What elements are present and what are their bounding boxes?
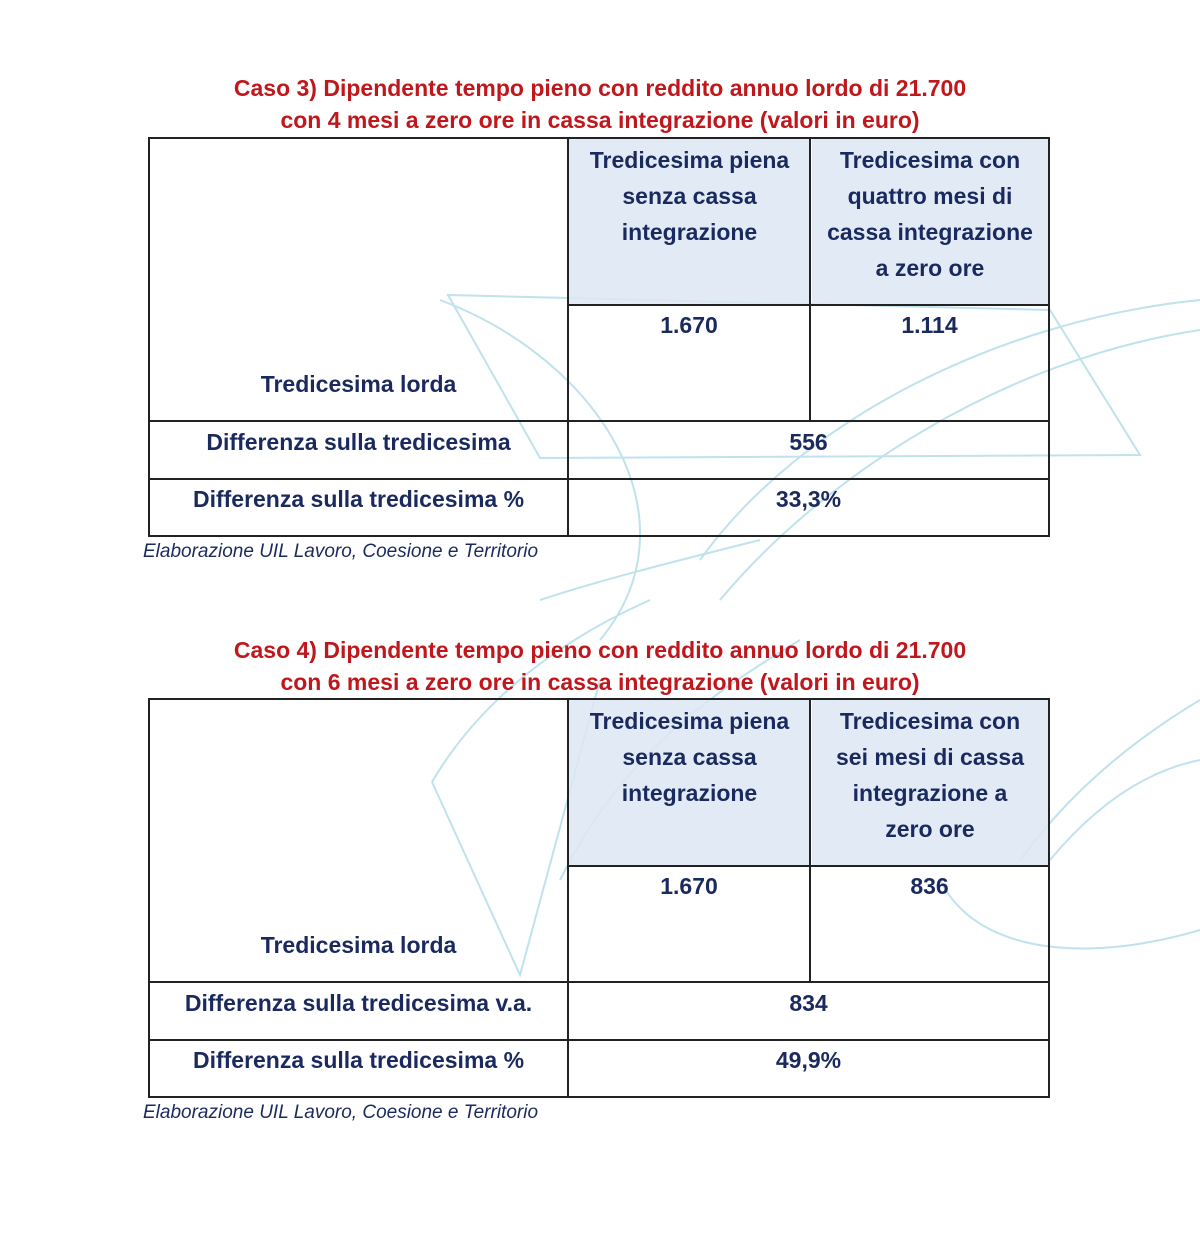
case3-title-line1: Caso 3) Dipendente tempo pieno con reddito annuo lordo di 21.700	[233, 75, 967, 101]
case3-title	[0, 72, 1200, 136]
header-line: Tredicesima con	[839, 708, 1021, 734]
case4-col1-header	[569, 700, 810, 866]
header-line: zero ore	[885, 816, 975, 842]
case4-diff-pct-value: 49,9%	[775, 1047, 842, 1073]
case4-gross-full-value: 1.670	[660, 873, 718, 899]
case3-col1-header	[569, 139, 810, 305]
divider	[569, 865, 1048, 867]
header-line: integrazione	[621, 219, 758, 245]
header-line: Tredicesima piena	[589, 708, 790, 734]
case3-source-note: Elaborazione UIL Lavoro, Coesione e Territorio	[143, 541, 539, 562]
case4-table	[148, 698, 1050, 1098]
case4-title-line1: Caso 4) Dipendente tempo pieno con reddito annuo lordo di 21.700	[233, 637, 967, 663]
case3-diff-pct-value: 33,3%	[775, 486, 842, 512]
case4-col2-header	[812, 700, 1048, 866]
case4-title-line2: con 6 mesi a zero ore in cassa integrazione (valori in euro)	[280, 669, 920, 695]
divider	[809, 700, 811, 982]
header-line: quattro mesi di	[847, 183, 1013, 209]
header-line: integrazione	[621, 780, 758, 806]
case3-col2-header	[812, 139, 1048, 305]
divider	[150, 420, 1048, 422]
case4-row-label-diff: Differenza sulla tredicesima v.a.	[184, 990, 533, 1016]
case3-table	[148, 137, 1050, 537]
case4-source-note: Elaborazione UIL Lavoro, Coesione e Territorio	[143, 1102, 539, 1123]
case3-diff-value: 556	[789, 429, 828, 455]
header-line: cassa integrazione	[827, 219, 1033, 245]
header-line: a zero ore	[875, 255, 985, 281]
divider	[150, 478, 1048, 480]
divider	[150, 981, 1048, 983]
header-line: integrazione a	[852, 780, 1008, 806]
header-line: Tredicesima piena	[589, 147, 790, 173]
header-line: Tredicesima con	[839, 147, 1021, 173]
case3-row-label-diff: Differenza sulla tredicesima	[206, 429, 511, 455]
case4-row-label-gross: Tredicesima lorda	[260, 932, 457, 958]
case4-diff-value: 834	[789, 990, 828, 1016]
case3-gross-full-value: 1.670	[660, 312, 718, 338]
divider	[150, 1039, 1048, 1041]
case3-title-line2: con 4 mesi a zero ore in cassa integrazione (valori in euro)	[280, 107, 920, 133]
header-line: senza cassa	[622, 183, 757, 209]
case3-gross-cig-value: 1.114	[901, 312, 958, 338]
divider	[809, 139, 811, 421]
case4-title	[0, 634, 1200, 698]
case3-row-label-diff-pct: Differenza sulla tredicesima %	[192, 486, 525, 512]
case4-row-label-diff-pct: Differenza sulla tredicesima %	[192, 1047, 525, 1073]
divider	[569, 304, 1048, 306]
header-line: senza cassa	[622, 744, 757, 770]
case3-row-label-gross: Tredicesima lorda	[260, 371, 457, 397]
header-line: sei mesi di cassa	[836, 744, 1024, 770]
case4-gross-cig-value: 836	[910, 873, 949, 899]
